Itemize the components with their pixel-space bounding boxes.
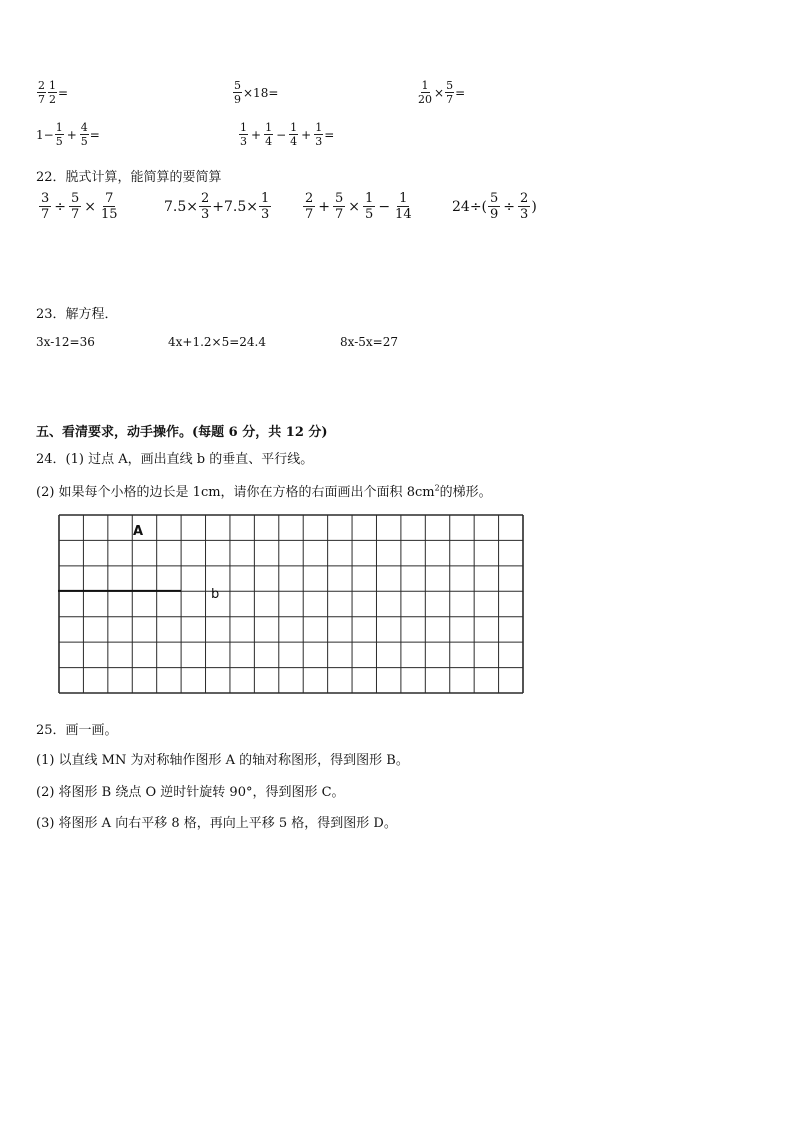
operator: − <box>276 127 287 142</box>
fraction: $\frac{1}{2}$ <box>49 79 56 106</box>
fraction: $\frac{5}{7}$ <box>335 191 344 222</box>
fraction: $\frac{5}{9}$ <box>234 79 241 106</box>
line-b-label: b <box>211 587 220 602</box>
superscript: 2 <box>434 483 440 493</box>
operator: × <box>434 85 445 100</box>
q24-part2-text: (2) 如果每个小格的边长是 1cm，请你在方格的右面画出个面积 8cm <box>36 485 435 500</box>
fraction: $\frac{1}{14}$ <box>395 191 412 222</box>
fraction: $\frac{1}{5}$ <box>55 121 63 148</box>
fraction: $\frac{5}{9}$ <box>490 191 499 222</box>
q22-expr-3 <box>302 192 415 221</box>
operator: × <box>84 198 97 215</box>
q22-expr-1 <box>38 192 121 221</box>
section-heading: 五、看清要求，动手操作。(每题 6 分，共 12 分) <box>36 425 328 440</box>
fraction: $\frac{1}{20}$ <box>418 79 432 106</box>
fraction: $\frac{2}{3}$ <box>201 191 210 222</box>
expr-lead: 1− <box>36 127 54 142</box>
fraction: $\frac{7}{15}$ <box>101 191 118 222</box>
fraction: $\frac{2}{7}$ <box>305 191 314 222</box>
grid-lines <box>59 515 523 693</box>
q22-expr-4 <box>452 192 537 221</box>
q24-part2-text-end: 的梯形。 <box>439 485 492 500</box>
fraction: $\frac{3}{7}$ <box>41 191 50 222</box>
fraction: $\frac{1}{3}$ <box>261 191 270 222</box>
q21-expr-4 <box>36 122 100 147</box>
equation-2: 4x+1.2×5=24.4 <box>168 335 267 349</box>
q23-title: 23．解方程． <box>36 307 118 322</box>
operator: + <box>318 198 331 215</box>
operator: + <box>66 127 77 142</box>
equals: = <box>89 127 100 142</box>
grid-svg <box>58 514 524 694</box>
fraction: $\frac{5}{7}$ <box>446 79 454 106</box>
fraction: $\frac{1}{3}$ <box>315 121 323 148</box>
expr-part: 7.5× <box>164 198 198 215</box>
operator: ÷ <box>503 198 516 215</box>
q22-title: 22．脱式计算，能简算的要简算 <box>36 170 222 185</box>
fraction: $\frac{1}{5}$ <box>365 191 374 222</box>
point-a-label: A <box>133 524 144 539</box>
q21-expr-3 <box>416 80 465 105</box>
fraction: $\frac{5}{7}$ <box>71 191 80 222</box>
equals: = <box>455 85 466 100</box>
q21-expr-1 <box>36 80 68 105</box>
fraction: $\frac{4}{5}$ <box>80 121 88 148</box>
square-grid <box>58 514 524 694</box>
operator: − <box>378 198 391 215</box>
operator: ÷ <box>54 198 67 215</box>
expr-rest: ×18= <box>243 85 279 100</box>
q21-expr-5 <box>238 122 334 147</box>
fraction: $\frac{2}{7}$ <box>38 79 45 106</box>
expr-part: ) <box>531 198 537 215</box>
q25-step-1: (1) 以直线 MN 为对称轴作图形 A 的轴对称图形，得到图形 B。 <box>36 753 409 768</box>
equation-1: 3x-12=36 <box>36 335 95 349</box>
operator: + <box>301 127 312 142</box>
q25-title: 25．画一画。 <box>36 723 118 738</box>
q22-expr-2 <box>164 192 272 221</box>
fraction: $\frac{1}{4}$ <box>265 121 273 148</box>
q25-step-2: (2) 将图形 B 绕点 O 逆时针旋转 90°，得到图形 C。 <box>36 785 345 800</box>
q24-part1: 24．(1) 过点 A，画出直线 b 的垂直、平行线。 <box>36 452 314 467</box>
q25-step-3: (3) 将图形 A 向右平移 8 格，再向上平移 5 格，得到图形 D。 <box>36 816 397 831</box>
equation-3: 8x-5x=27 <box>340 335 398 349</box>
operator: × <box>348 198 361 215</box>
equals: = <box>324 127 335 142</box>
fraction: $\frac{1}{3}$ <box>240 121 247 148</box>
q24-part2 <box>36 481 492 500</box>
operator: + <box>251 127 262 142</box>
equals: = <box>58 85 69 100</box>
expr-part: 24÷( <box>452 198 488 215</box>
expr-part: +7.5× <box>212 198 259 215</box>
fraction: $\frac{1}{4}$ <box>290 121 298 148</box>
q21-expr-2 <box>232 80 278 105</box>
fraction: $\frac{2}{3}$ <box>520 191 529 222</box>
